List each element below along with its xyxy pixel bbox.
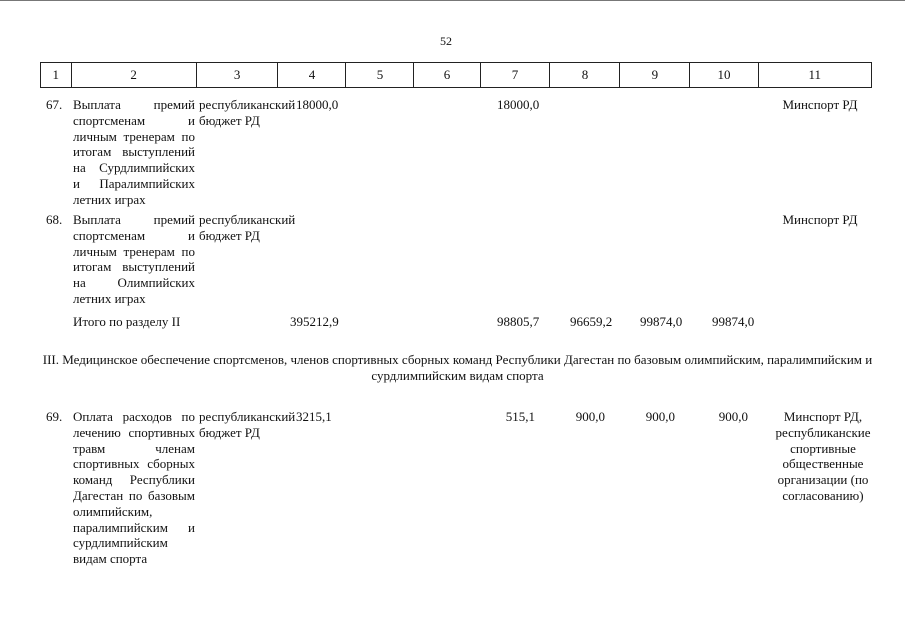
row-col9: 900,0 — [645, 409, 675, 424]
row-number: 67. — [46, 97, 63, 112]
row-col4: 18000,0 — [296, 97, 339, 112]
section-heading: III. Медицинское обеспечение спортсменов, членов спортивных сборных команд Республики Дагестан по базовым олимпийским, паралимпийским и сурдлимпийским видам спорта — [42, 352, 873, 383]
row-number: 68. — [46, 212, 63, 227]
header-col-11: 11 — [758, 63, 871, 88]
row-col10: 900,0 — [718, 409, 748, 424]
header-col-4: 4 — [278, 63, 346, 88]
total-label: Итого по разделу II — [73, 314, 181, 329]
row-name: Выплата премий спортсменам и личным тренерам по итогам выступлений на Олимпийских летних играх — [73, 212, 195, 306]
header-col-6: 6 — [414, 63, 480, 88]
row-source: республиканский бюджет РД — [199, 212, 296, 243]
total-col9: 99874,0 — [640, 314, 683, 329]
row-col7: 515,1 — [505, 409, 535, 424]
row-name: Оплата расходов по лечению спортивных травм членам спортивных сборных команд Республики Дагестан по базовым олимпийским, паралимпийским и сурдлимпийским видам спорта — [73, 409, 195, 567]
row-source: республиканский бюджет РД — [199, 409, 296, 440]
header-col-9: 9 — [620, 63, 690, 88]
row-source: республиканский бюджет РД — [199, 97, 296, 128]
header-col-3: 3 — [196, 63, 278, 88]
row-number: 69. — [46, 409, 63, 424]
total-col8: 96659,2 — [570, 314, 613, 329]
row-responsible: Минспорт РД — [782, 212, 858, 227]
row-col4: 3215,1 — [296, 409, 332, 424]
total-col10: 99874,0 — [712, 314, 755, 329]
row-responsible: Минспорт РД, республиканские спортивные общественные организации (по согласованию) — [775, 409, 871, 503]
page-number: 52 — [440, 34, 452, 48]
header-col-5: 5 — [346, 63, 414, 88]
top-border-line — [0, 0, 905, 1]
total-col7: 98805,7 — [497, 314, 540, 329]
row-responsible: Минспорт РД — [782, 97, 858, 112]
header-col-8: 8 — [550, 63, 620, 88]
row-col8: 900,0 — [575, 409, 605, 424]
row-name: Выплата премий спортсменам и личным тренерам по итогам выступлений на Сурдлимпийских и Паралимпийских летних играх — [73, 97, 195, 207]
header-col-10: 10 — [690, 63, 758, 88]
header-col-7: 7 — [480, 63, 550, 88]
header-col-2: 2 — [71, 63, 196, 88]
header-col-1: 1 — [41, 63, 72, 88]
total-col4: 395212,9 — [290, 314, 339, 329]
row-col7: 18000,0 — [497, 97, 540, 112]
column-number-header — [40, 62, 872, 88]
